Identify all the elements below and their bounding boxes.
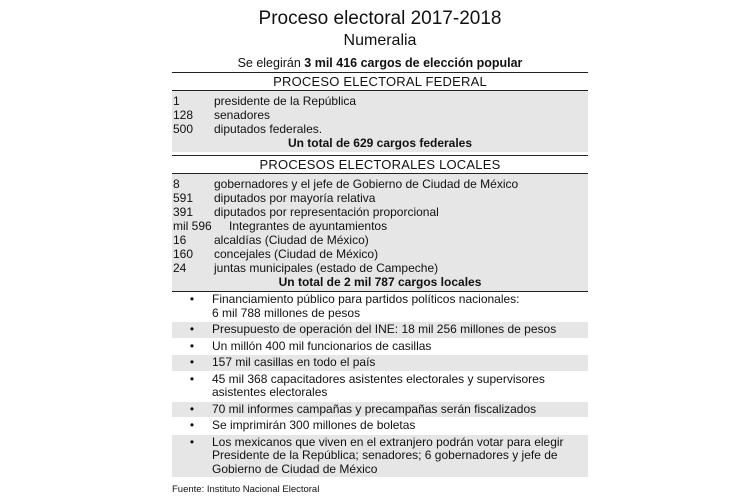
bullet-line: Se imprimirán 300 millones de boletas — [212, 418, 416, 432]
bullet-line: 157 mil casillas en todo el país — [212, 355, 376, 369]
item-text: Integrantes de ayuntamientos — [229, 219, 388, 233]
item-number: 1 — [173, 94, 180, 108]
item-text: presidente de la República — [214, 94, 357, 108]
bullet-line: 70 mil informes campañas y precampañas serán fiscalizados — [212, 401, 537, 416]
list-item — [172, 261, 588, 275]
local-total: Un total de 2 mil 787 cargos locales — [278, 275, 482, 289]
bullet-item — [172, 372, 588, 402]
bullet-item — [172, 402, 588, 419]
list-item — [172, 122, 588, 136]
item-number: 8 — [173, 177, 180, 191]
intro-prefix: Se elegirán — [237, 56, 305, 70]
bullet-icon: • — [189, 322, 195, 336]
item-text: diputados por mayoría relativa — [214, 191, 376, 205]
page-subtitle: Numeralia — [343, 32, 417, 49]
bullet-item — [172, 355, 588, 372]
list-item — [172, 177, 588, 191]
bullet-icon: • — [189, 401, 195, 416]
bullet-item — [172, 418, 588, 435]
bullet-line: 45 mil 368 capacitadores asistentes electorales y supervisores — [212, 371, 545, 386]
bullet-item — [172, 435, 588, 479]
item-text: alcaldías (Ciudad de México) — [214, 233, 369, 247]
list-item — [172, 219, 588, 233]
item-text: gobernadores y el jefe de Gobierno de Ciudad de México — [214, 177, 519, 191]
item-text: diputados por representación proporcional — [214, 205, 439, 219]
list-item — [172, 108, 588, 122]
source-note: Fuente: Instituto Nacional Electoral — [172, 484, 320, 495]
bullet-icon: • — [189, 371, 195, 386]
intro-line — [172, 55, 588, 73]
item-text: concejales (Ciudad de México) — [214, 247, 379, 261]
infographic — [172, 8, 588, 495]
local-section — [172, 174, 588, 291]
bullet-icon: • — [189, 434, 195, 449]
bullet-line: 6 mil 788 millones de pesos — [212, 305, 361, 320]
bullet-line: Los mexicanos que viven en el extranjero podrán votar para elegir — [212, 434, 564, 449]
item-number: 591 — [173, 191, 194, 205]
list-item — [172, 233, 588, 247]
item-number: 128 — [173, 108, 194, 122]
bullet-line: Gobierno de Ciudad de México — [212, 461, 378, 476]
item-text: senadores — [214, 108, 271, 122]
bullet-icon: • — [189, 338, 195, 353]
local-header: PROCESOS ELECTORALES LOCALES — [172, 155, 588, 174]
bullet-list — [172, 291, 588, 478]
bullet-icon: • — [189, 292, 195, 306]
item-number: 500 — [173, 122, 194, 136]
bullet-line: Presidente de la República; senadores; 6 gobernadores y jefe de — [212, 448, 558, 462]
intro-bold: 3 mil 416 cargos de elección popular — [304, 56, 523, 70]
bullet-line: asistentes electorales — [212, 385, 328, 399]
bullet-icon: • — [189, 355, 195, 369]
item-text: diputados federales. — [214, 122, 323, 136]
federal-total: Un total de 629 cargos federales — [287, 136, 473, 150]
list-item — [172, 191, 588, 205]
list-item — [172, 94, 588, 108]
bullet-item — [172, 292, 588, 322]
bullet-line: Financiamiento público para partidos políticos nacionales: — [212, 292, 520, 306]
federal-section — [172, 91, 588, 152]
item-number: 24 — [173, 261, 187, 275]
bullet-icon: • — [189, 418, 195, 432]
bullet-line: Presupuesto de operación del INE: 18 mil 256 millones de pesos — [212, 322, 557, 336]
list-item — [172, 205, 588, 219]
item-number: 16 — [173, 233, 187, 247]
bullet-item — [172, 322, 588, 339]
item-number: 160 — [173, 247, 194, 261]
bullet-line: Un millón 400 mil funcionarios de casillas — [212, 338, 432, 353]
item-text: juntas municipales (estado de Campeche) — [214, 261, 439, 275]
item-number: 391 — [173, 205, 194, 219]
federal-header: PROCESO ELECTORAL FEDERAL — [172, 73, 588, 91]
item-number: mil 596 — [173, 219, 212, 233]
list-item — [172, 247, 588, 261]
bullet-item — [172, 339, 588, 356]
page-title: Proceso electoral 2017-2018 — [258, 8, 502, 29]
